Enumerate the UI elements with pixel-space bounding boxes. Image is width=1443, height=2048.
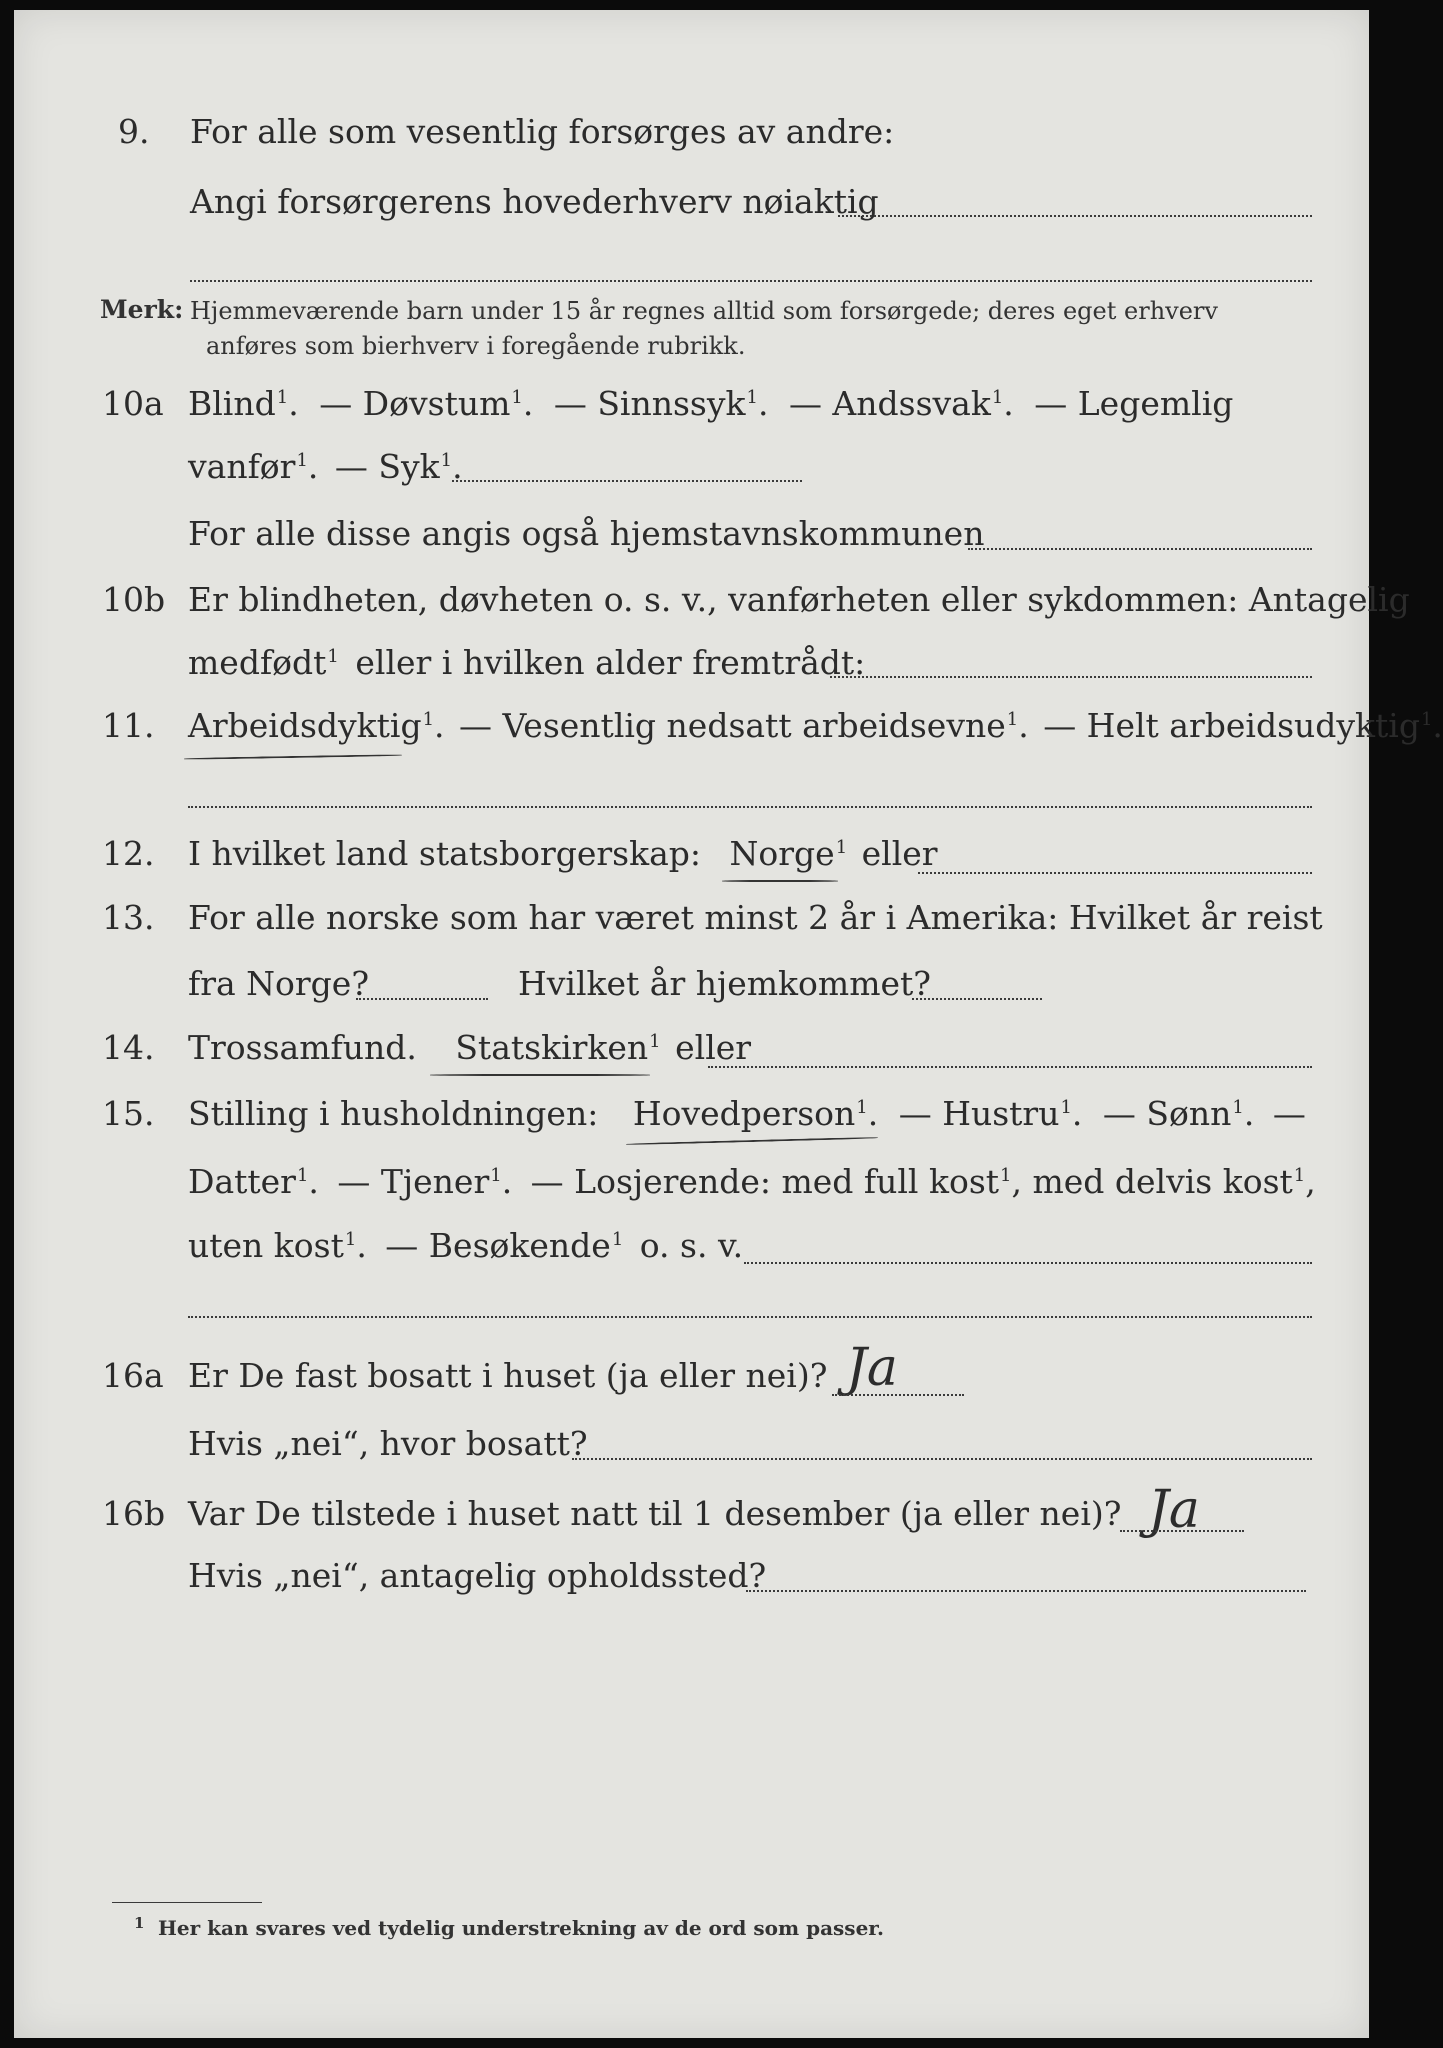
q9-extra-line[interactable] [190, 280, 1312, 282]
q11-line: Arbeidsdyktig$^1$. — Vesentlig nedsatt arbeidsevne$^1$. — Helt arbeidsudyktig$^1$. [188, 706, 1443, 745]
q13-line1: For alle norske som har været minst 2 år i Amerika: Hvilket år reist [188, 898, 1323, 937]
q12-number: 12. [102, 834, 155, 873]
q13-hjemkommet-line[interactable] [912, 998, 1042, 1000]
merk-line2: anføres som bierhverv i foregående rubrikk. [206, 332, 746, 360]
q15-number: 15. [102, 1094, 155, 1133]
q10a-number: 10a [102, 384, 164, 423]
q16b-handwritten-answer: Ja [1148, 1480, 1200, 1540]
q12-answer-line[interactable] [918, 872, 1312, 874]
q16b-number: 16b [102, 1494, 166, 1533]
q15-line3: uten kost$^1$. — Besøkende$^1$ o. s. v. [188, 1226, 744, 1265]
q15-extra-line[interactable] [188, 1316, 1312, 1318]
q16b-opholdssted-line[interactable] [746, 1590, 1306, 1592]
q11-number: 11. [102, 706, 155, 745]
q10a-syk-line[interactable] [452, 480, 802, 482]
q12-underline-norge [722, 880, 838, 882]
q9-number: 9. [118, 112, 150, 151]
q15-line2: Datter$^1$. — Tjener$^1$. — Losjerende: med full kost$^1$, med delvis kost$^1$, [188, 1162, 1316, 1201]
q13-line2b: Hvilket år hjemkommet? [518, 964, 931, 1003]
q15-line1: Stilling i husholdningen: Hovedperson$^1$. — Hustru$^1$. — Sønn$^1$. — [188, 1094, 1306, 1133]
q12-line: I hvilket land statsborgerskap: Norge$^1$ eller [188, 834, 938, 873]
q16a-bosatt-line[interactable] [572, 1458, 1312, 1460]
footnote-text: Her kan svares ved tydelig understrekning av de ord som passer. [158, 1916, 884, 1940]
q10a-line3: For alle disse angis også hjemstavnskommunen [188, 514, 985, 553]
q10b-line2: medfødt$^1$ eller i hvilken alder fremtrådt: [188, 643, 866, 682]
q16a-handwritten-answer: Ja [846, 1338, 898, 1398]
q16b-line1: Var De tilstede i huset natt til 1 desember (ja eller nei)? [188, 1494, 1122, 1533]
q14-underline-statskirken [430, 1074, 650, 1076]
q10b-line1: Er blindheten, døvheten o. s. v., vanførheten eller sykdommen: Antagelig [188, 580, 1410, 619]
footnote-mark: 1 [134, 1914, 145, 1932]
q13-reist-line[interactable] [356, 998, 488, 1000]
q10a-hjemstavn-line[interactable] [968, 548, 1312, 550]
q9-line1: For alle som vesentlig forsørges av andre: [190, 112, 895, 151]
q16b-answer-line[interactable] [1120, 1530, 1244, 1532]
q10b-number: 10b [102, 580, 166, 619]
q11-extra-line[interactable] [188, 806, 1312, 808]
q15-answer-line[interactable] [744, 1262, 1312, 1264]
q14-answer-line[interactable] [708, 1066, 1312, 1068]
q14-line: Trossamfund. Statskirken$^1$ eller [188, 1028, 752, 1067]
q9-answer-line[interactable] [838, 215, 1312, 217]
merk-label: Merk: [100, 295, 184, 324]
q13-line2a: fra Norge? [188, 964, 370, 1003]
q16a-line2: Hvis „nei“, hvor bosatt? [188, 1424, 588, 1463]
q16a-answer-line[interactable] [832, 1394, 964, 1396]
q10a-line1: Blind$^1$. — Døvstum$^1$. — Sinnssyk$^1$. — Andssvak$^1$. — Legemlig [188, 384, 1234, 423]
q14-number: 14. [102, 1028, 155, 1067]
footnote-rule [112, 1902, 262, 1903]
q16b-line2: Hvis „nei“, antagelig opholdssted? [188, 1556, 767, 1595]
q13-number: 13. [102, 898, 155, 937]
q16a-number: 16a [102, 1356, 164, 1395]
q10b-answer-line[interactable] [830, 676, 1312, 678]
q9-line2: Angi forsørgerens hovederhverv nøiaktig [190, 182, 879, 221]
q10a-line2: vanfør$^1$. — Syk$^1$. [188, 447, 463, 486]
q16a-line1: Er De fast bosatt i huset (ja eller nei)? [188, 1356, 828, 1395]
merk-line1: Hjemmeværende barn under 15 år regnes alltid som forsørgede; deres eget erhverv [190, 297, 1218, 325]
